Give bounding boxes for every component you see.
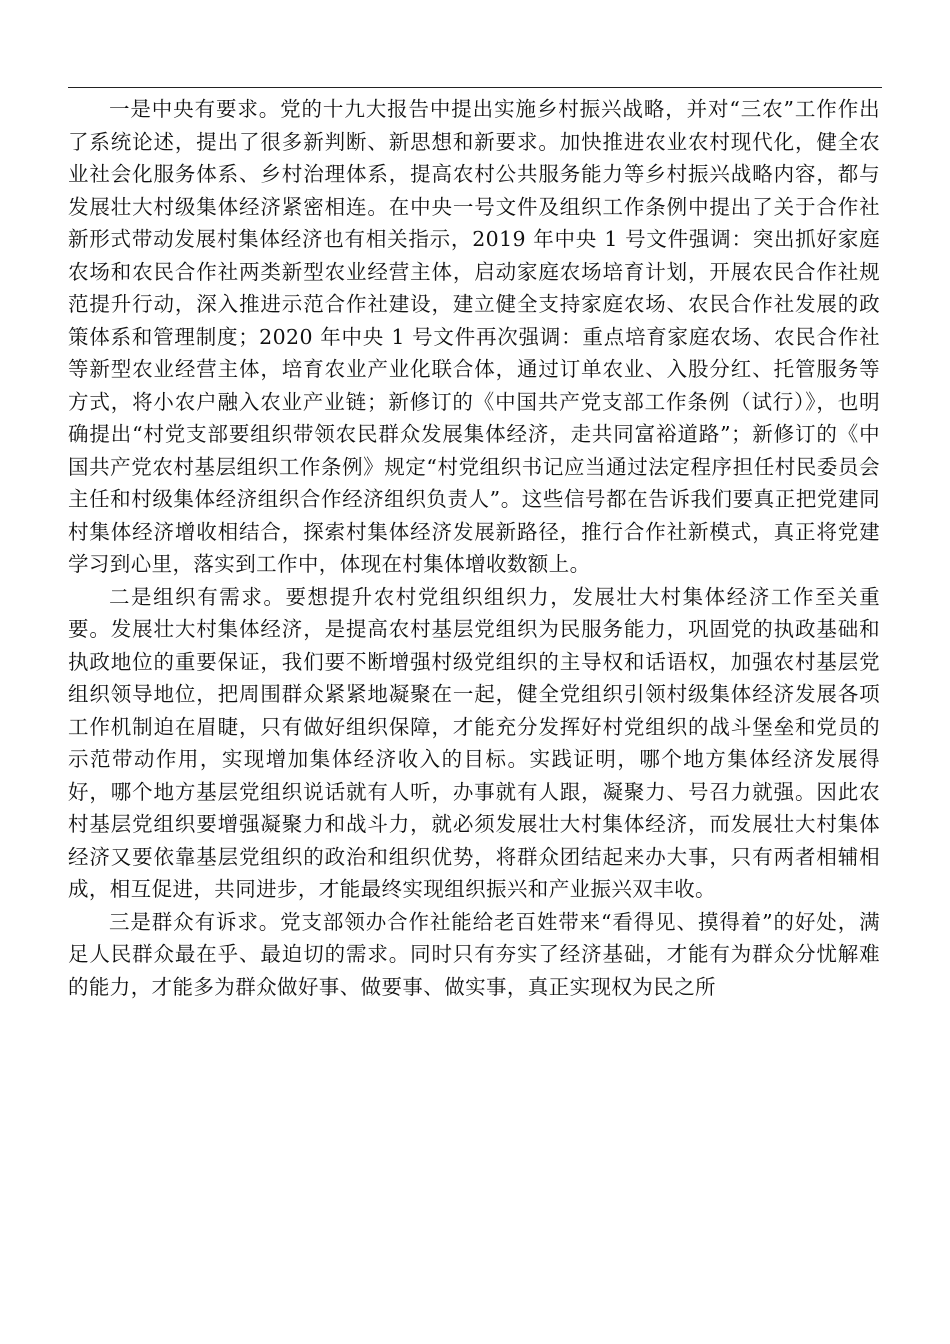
paragraph-public-demands: 三是群众有诉求。党支部领办合作社能给老百姓带来“看得见、摸得着”的好处，满足人民群众最在乎、最迫切的需求。同时只有夯实了经济基础，才能有为群众分忧解难的能力，才能多为群众做好事、做要事、做实事，真正实现权为民之所	[68, 909, 880, 999]
header-rule	[68, 87, 882, 88]
paragraph-central-requirements: 一是中央有要求。党的十九大报告中提出实施乡村振兴战略，并对“三农”工作作出了系统论述，提出了很多新判断、新思想和新要求。加快推进农业农村现代化，健全农业社会化服务体系、乡村治理体系，提高农村公共服务能力等乡村振兴战略内容，都与发展壮大村级集体经济紧密相连。在中央一号文件及组织工作条例中提出了关于合作社新形式带动发展村集体经济也有相关指示，2019 年中央 1 号文件强调：突出抓好家庭农场和农民合作社两类新型农业经营主体，启动家庭农场培育计划，开展农民合作社规范提升行动，深入推进示范合作社建设，建立健全支持家庭农场、农民合作社发展的政策体系和管理制度；2020 年中央 1 号文件再次强调：重点培育家庭农场、农民合作社等新型农业经营主体，培育农业产业化联合体，通过订单农业、入股分红、托管服务等方式，将小农户融入农业产业链；新修订的《中国共产党支部工作条例（试行）》，也明确提出“村党支部要组织带领农民群众发展集体经济，走共同富裕道路”；新修订的《中国共产党农村基层组织工作条例》规定“村党组织书记应当通过法定程序担任村民委员会主任和村级集体经济组织合作经济组织负责人”。这些信号都在告诉我们要真正把党建同村集体经济增收相结合，探索村集体经济发展新路径，推行合作社新模式，真正将党建学习到心里，落实到工作中，体现在村集体增收数额上。	[68, 97, 880, 576]
document-body	[68, 93, 880, 1003]
paragraph-organization-needs: 二是组织有需求。要想提升农村党组织组织力，发展壮大村集体经济工作至关重要。发展壮大村集体经济，是提高农村基层党组织为民服务能力，巩固党的执政基础和执政地位的重要保证，我们要不断增强村级党组织的主导权和话语权，加强农村基层党组织领导地位，把周围群众紧紧地凝聚在一起，健全党组织引领村级集体经济发展各项工作机制迫在眉睫，只有做好组织保障，才能充分发挥好村党组织的战斗堡垒和党员的示范带动作用，实现增加集体经济收入的目标。实践证明，哪个地方集体经济发展得好，哪个地方基层党组织说话就有人听，办事就有人跟，凝聚力、号召力就强。因此农村基层党组织要增强凝聚力和战斗力，就必须发展壮大村集体经济，而发展壮大村集体经济又要依靠基层党组织的政治和组织优势，将群众团结起来办大事，只有两者相辅相成，相互促进，共同进步，才能最终实现组织振兴和产业振兴双丰收。	[68, 584, 880, 901]
